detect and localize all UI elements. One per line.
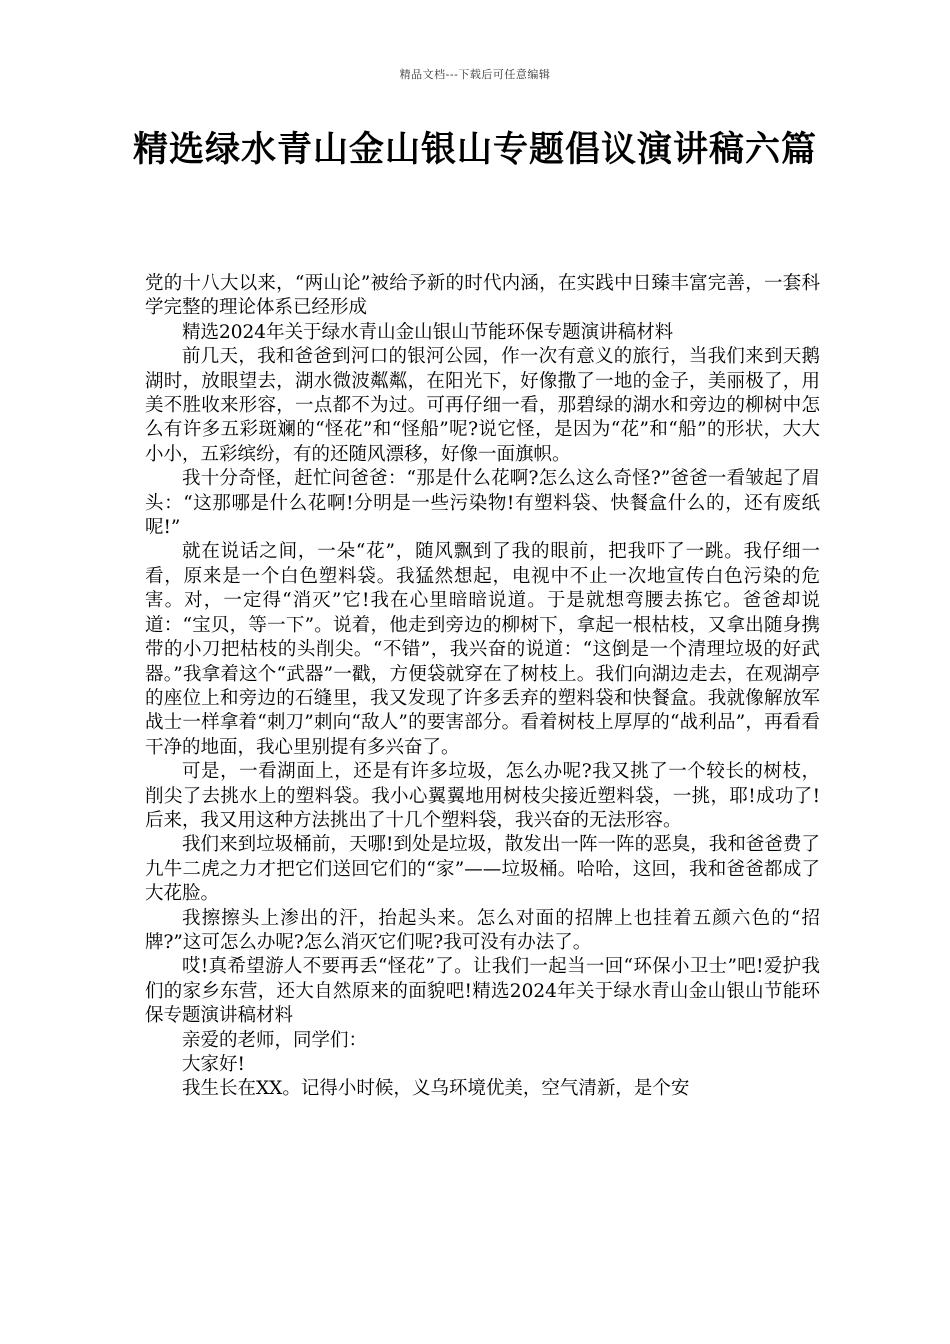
paragraph: 大家好! (182, 1054, 245, 1075)
paragraph: 亲爱的老师，同学们： (182, 1029, 368, 1051)
document-title: 精选绿水青山金山银山专题倡议演讲稿六篇 (132, 130, 817, 170)
document-body (145, 272, 820, 1102)
paragraph: 精选2024年关于绿水青山金山银山节能环保专题演讲稿材料 (182, 321, 674, 343)
paragraph: 哎!真希望游人不要再丢“怪花”了。让我们一起当一回“环保小卫士”吧!爱护我们的家乡东营，还大自然原来的面貌吧!精选2024年关于绿水青山金山银山节能环保专题演讲稿材料 (145, 956, 820, 1027)
header-note: 精品文档---下载后可任意编辑 (399, 68, 551, 81)
paragraph: 就在说话之间，一朵“花”，随风飘到了我的眼前，把我吓了一跳。我仔细一看，原来是一个白色塑料袋。我猛然想起，电视中不止一次地宣传白色污染的危害。对，一定得“消灭”它!我在心里暗暗说道。于是就想弯腰去拣它。爸爸却说道：“宝贝，等一下”。说着，他走到旁边的柳树下，拿起一根枯枝，又拿出随身携带的小刀把枯枝的头削尖。“不错”，我兴奋的说道：“这倒是一个清理垃圾的好武器。”我拿着这个“武器”一戳，方便袋就穿在了树枝上。我们向湖边走去，在观湖亭的座位上和旁边的石缝里，我又发现了许多丢弃的塑料袋和快餐盒。我就像解放军战士一样拿着“刺刀”刺向“敌人”的要害部分。看着树枝上厚厚的“战利品”，再看看干净的地面，我心里别提有多兴奋了。 (145, 541, 820, 758)
paragraph: 党的十八大以来，“两山论”被给予新的时代内涵，在实践中日臻丰富完善，一套科学完整的理论体系已经形成 (145, 273, 820, 319)
paragraph: 可是，一看湖面上，还是有许多垃圾，怎么办呢?我又挑了一个较长的树枝，削尖了去挑水上的塑料袋。我小心翼翼地用树枝尖接近塑料袋，一挑，耶!成功了!后来，我又用这种方法挑出了十几个塑料袋，我兴奋的无法形容。 (145, 761, 820, 831)
paragraph: 我们来到垃圾桶前，天哪!到处是垃圾，散发出一阵一阵的恶臭，我和爸爸费了九牛二虎之力才把它们送回它们的“家”——垃圾桶。哈哈，这回，我和爸爸都成了大花脸。 (145, 834, 820, 905)
paragraph: 我生长在XX。记得小时候，义乌环境优美，空气清新，是个安 (182, 1078, 690, 1100)
paragraph: 前几天，我和爸爸到河口的银河公园，作一次有意义的旅行，当我们来到天鹅湖时，放眼望去，湖水微波粼粼，在阳光下，好像撒了一地的金子，美丽极了，用美不胜收来形容，一点都不为过。可再仔细一看，那碧绿的湖水和旁边的柳树中怎么有许多五彩斑斓的“怪花”和“怪船”呢?说它怪，是因为“花”和“船”的形状，大大小小，五彩缤纷，有的还随风漂移，好像一面旗帜。 (145, 346, 820, 465)
paragraph: 我十分奇怪，赶忙问爸爸：“那是什么花啊?怎么这么奇怪?”爸爸一看皱起了眉头：“这那哪是什么花啊!分明是一些污染物!有塑料袋、快餐盒什么的，还有废纸呢!” (145, 468, 820, 539)
paragraph: 我擦擦头上渗出的汗，抬起头来。怎么对面的招牌上也挂着五颜六色的“招牌?”这可怎么办呢?怎么消灭它们呢?我可没有办法了。 (145, 907, 820, 953)
